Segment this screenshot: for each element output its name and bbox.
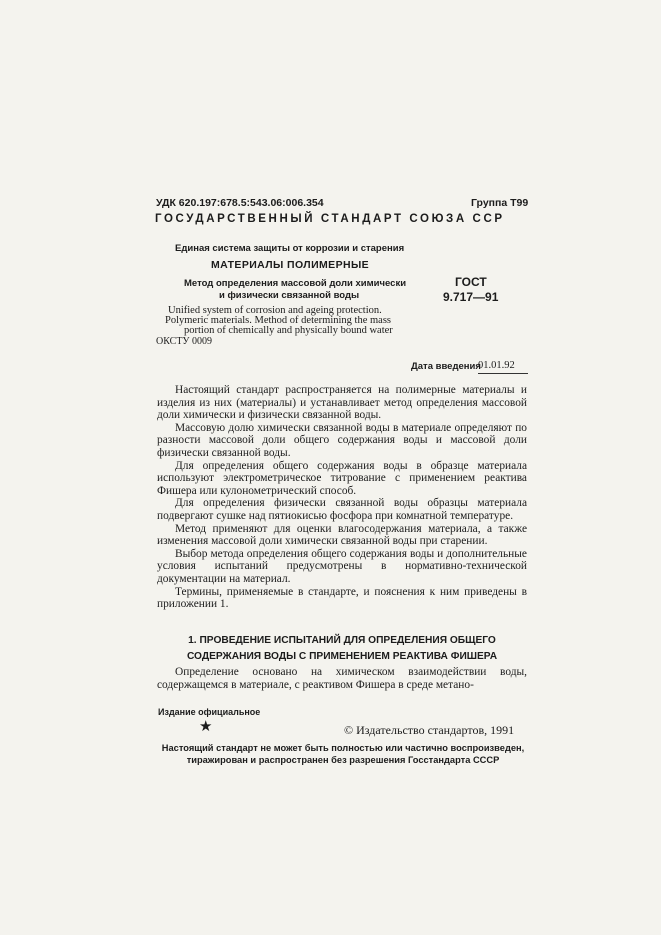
reproduction-notice: Настоящий стандарт не может быть полностью или частично воспроизведен, тиражирован и распространен без разрешения Госстандарта СССР bbox=[161, 743, 525, 765]
copyright-notice: © Издательство стандартов, 1991 bbox=[344, 723, 515, 737]
gost-label: ГОСТ bbox=[455, 275, 487, 289]
section-body bbox=[157, 666, 527, 691]
paragraph: Массовую долю химически связанной воды в материале определяют по разности массовой доли общего содержания воды и массовой доли физически связанной воды. bbox=[157, 421, 527, 459]
unified-system-title: Единая система защиты от коррозии и старения bbox=[175, 243, 405, 254]
english-title-line-2: Polymeric materials. Method of determining the mass bbox=[165, 315, 391, 326]
paragraph: Определение основано на химическом взаимодействии воды, содержащемся в материале, с реактивом Фишера в среде метано- bbox=[157, 666, 527, 691]
paragraph: Выбор метода определения общего содержания воды и дополнительные условия испытаний предусмотрены в нормативно-технической документации на материал. bbox=[157, 547, 527, 585]
english-title-line-3: portion of chemically and physically bound water bbox=[184, 325, 393, 336]
materials-title: МАТЕРИАЛЫ ПОЛИМЕРНЫЕ bbox=[211, 259, 370, 271]
udk-code: УДК 620.197:678.5:543.06:006.354 bbox=[156, 197, 324, 209]
english-title-line-1: Unified system of corrosion and ageing protection. bbox=[168, 305, 382, 316]
body-text bbox=[157, 384, 527, 611]
gost-number: 9.717—91 bbox=[443, 290, 499, 304]
official-edition-label: Издание официальное bbox=[158, 707, 261, 717]
date-underline bbox=[478, 373, 528, 374]
paragraph: Термины, применяемые в стандарте, и пояснения к ним приведены в приложении 1. bbox=[157, 585, 527, 611]
state-standard-heading: ГОСУДАРСТВЕННЫЙ СТАНДАРТ СОЮЗА ССР bbox=[155, 213, 505, 225]
method-title-line-1: Метод определения массовой доли химически bbox=[184, 278, 407, 289]
star-icon: ★ bbox=[199, 719, 213, 735]
date-label: Дата введения bbox=[411, 361, 481, 372]
date-value: 01.01.92 bbox=[478, 360, 515, 371]
group-code: Группа Т99 bbox=[471, 197, 529, 209]
paragraph: Для определения физически связанной воды образцы материала подвергают сушке над пятиокисью фосфора при комнатной температуре. bbox=[157, 497, 527, 522]
section-title: 1. ПРОВЕДЕНИЕ ИСПЫТАНИЙ ДЛЯ ОПРЕДЕЛЕНИЯ ОБЩЕГО СОДЕРЖАНИЯ ВОДЫ С ПРИМЕНЕНИЕМ РЕАКТИВА ФИШЕРА bbox=[186, 635, 498, 662]
paragraph: Настоящий стандарт распространяется на полимерные материалы и изделия из них (материалы) и устанавливает метод определения массовой доли химически и физически связанной воды. bbox=[157, 384, 527, 422]
paragraph: Для определения общего содержания воды в образце материала используют электрометрическое титрование с применением реактива Фишера или кулонометрический способ. bbox=[157, 459, 527, 497]
paragraph: Метод применяют для оценки влагосодержания материала, а также изменения массовой доли химически связанной воды при старении. bbox=[157, 522, 527, 548]
okstu-code: ОКСТУ 0009 bbox=[156, 336, 213, 347]
method-title-line-2: и физически связанной воды bbox=[219, 290, 360, 301]
